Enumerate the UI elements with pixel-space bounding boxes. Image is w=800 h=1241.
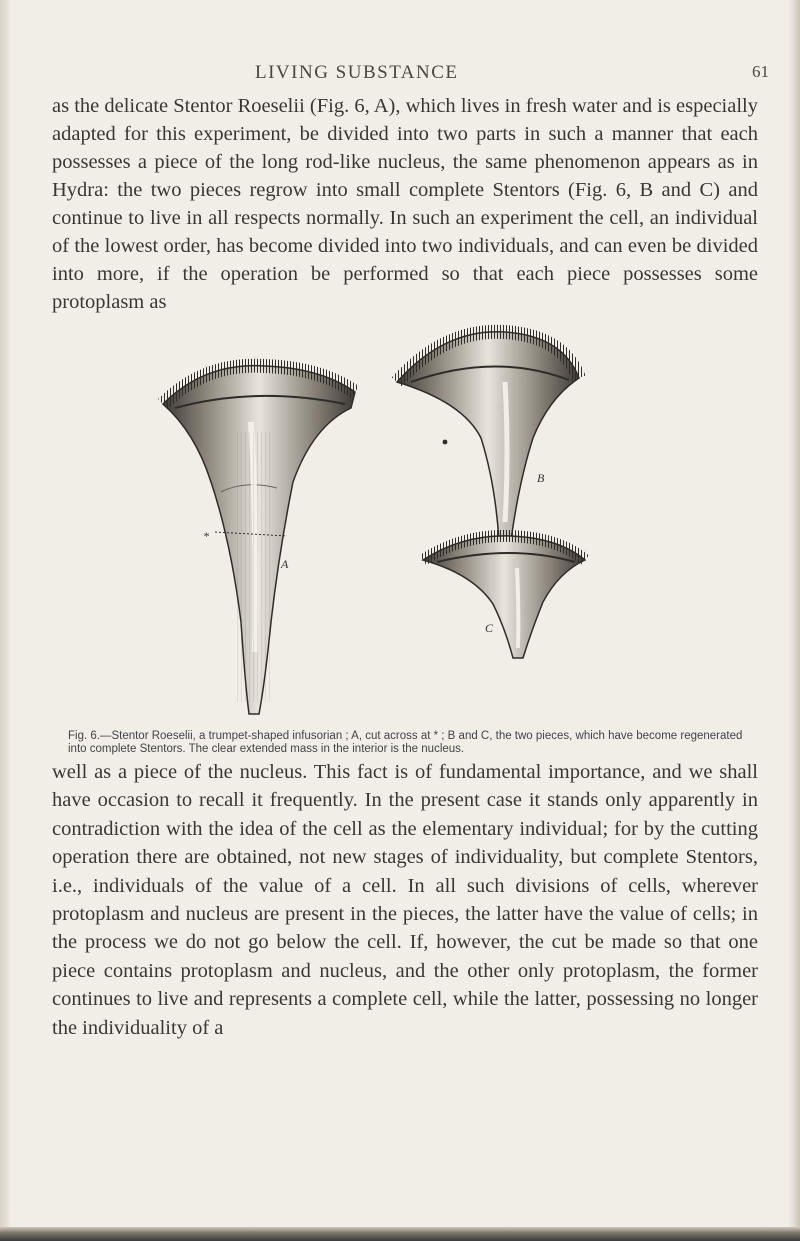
annotation-dot [443, 440, 448, 445]
paragraph-top: as the delicate Stentor Roeselii (Fig. 6, A), which lives in fresh water and is especially adapted for this experiment, be divided into two parts in such a manner that each possesses a piece of the long rod-like nucleus, the same phenomenon appears as in Hydra: the two pieces regrow into small complete Stentors (Fig. 6, B and C) and continue to live in all respects normally. In such an experiment the cell, an individual of the lowest order, has become divided into two individuals, and can even be divided into more, if the operation be performed so that each piece possesses some protoplasm as [52, 95, 758, 313]
paragraph-bottom: well as a piece of the nucleus. This fact is of fundamental importance, and we shall have occasion to recall it frequently. In the present case it stands only apparently in contradiction with the idea of the cell as the elementary individual; for by the cutting operation there are obtained, not new stages of individuality, but complete Stentors, i.e., individuals of the value of a cell. In all such divisions of cells, wherever protoplasm and nucleus are present in the pieces, the latter have the value of cells; in the process we do not go below the cell. If, however, the cut be made so that one piece contains protoplasm and nucleus, and the other only protoplasm, the former continues to live and represents a complete cell, while the latter, possessing no longer the individuality of a [52, 761, 758, 1039]
label-c: C [485, 621, 494, 635]
page-right-edge [788, 0, 800, 1241]
stentor-c [423, 536, 585, 658]
stentor-a [163, 366, 355, 714]
running-title: LIVING SUBSTANCE [255, 62, 459, 83]
stentor-illustration [145, 322, 625, 720]
page-number: 61 [752, 62, 769, 81]
running-head [0, 62, 800, 86]
figure-caption: Fig. 6.—Stentor Roeselii, a trumpet-shaped infusorian ; A, cut across at * ; B and C, the two pieces, which have become regenerated into complete Stentors. The clear extended mass in the interior is the nucleus. [68, 730, 743, 755]
cut-mark-label: * [203, 529, 209, 543]
page-bottom-edge [0, 1227, 800, 1241]
label-b: B [537, 471, 545, 485]
label-a: A [281, 557, 289, 571]
page-left-edge [0, 0, 10, 1241]
stentor-b [397, 332, 579, 540]
figure-6 [145, 322, 625, 720]
